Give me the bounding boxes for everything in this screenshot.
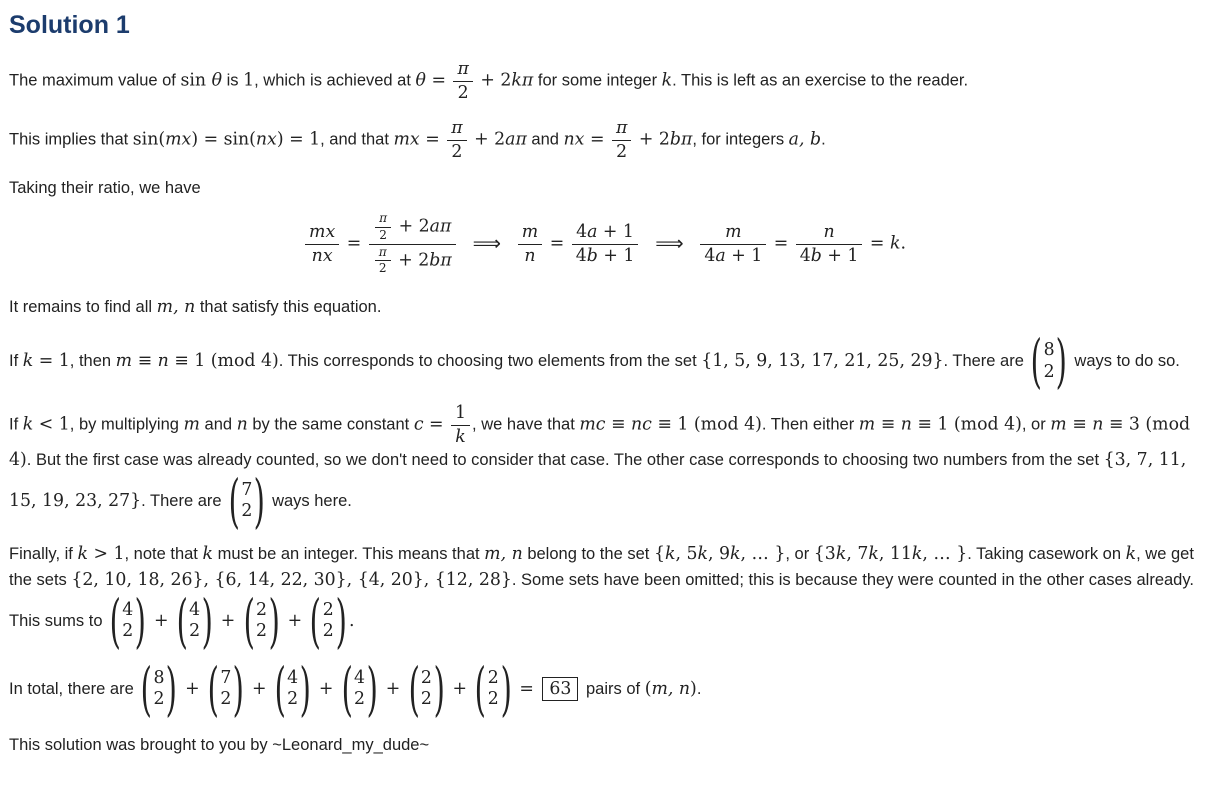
math-var: m, n xyxy=(484,543,523,564)
text-run: and xyxy=(526,130,564,149)
text-run: , or xyxy=(1021,415,1051,434)
math-var: a, b xyxy=(788,129,822,150)
text-run: by the same constant xyxy=(247,415,414,434)
paren-close-icon: ) xyxy=(335,586,347,655)
math-roman: ) xyxy=(690,678,697,699)
binomial-stack xyxy=(188,600,201,643)
binomial-coefficient xyxy=(1030,327,1068,396)
binomial-bottom: 2 xyxy=(354,689,366,710)
fraction-denominator xyxy=(447,140,466,164)
binomial-bottom: 2 xyxy=(420,689,432,710)
math-roman: = xyxy=(544,233,570,254)
binomial-bottom: 2 xyxy=(287,689,299,710)
fraction-numerator xyxy=(451,402,470,425)
text-run: , note that xyxy=(124,544,203,563)
fraction-denominator xyxy=(572,244,639,268)
binomial-top: 4 xyxy=(189,599,201,620)
math-var: k xyxy=(455,426,466,447)
binomial-stack xyxy=(240,480,253,523)
math-var: m, n xyxy=(156,297,196,318)
text-run: , and that xyxy=(320,130,394,149)
fraction-numerator xyxy=(375,245,391,261)
paren-open-icon: ( xyxy=(310,586,322,655)
text-run: , by multiplying xyxy=(69,415,184,434)
math-roman: , … } xyxy=(922,543,968,564)
math-roman: 2 xyxy=(457,82,469,103)
math-var: k xyxy=(835,543,847,564)
math-roman: {2, 10, 18, 26}, {6, 14, 22, 30}, {4, 20}, {12, 28} xyxy=(71,569,512,590)
math-var: k xyxy=(911,543,923,564)
binomial-coefficient xyxy=(228,467,266,536)
math-var: θ xyxy=(211,70,222,91)
text-run: . This corresponds to choosing two elements from the set xyxy=(278,351,702,370)
paren-close-icon: ) xyxy=(134,586,146,655)
math-roman: = xyxy=(419,129,446,150)
binomial-bottom: 2 xyxy=(241,501,253,522)
math-var: aπ xyxy=(429,216,452,237)
binomial-stack xyxy=(152,668,165,711)
binomial-bottom: 2 xyxy=(1043,361,1055,382)
fraction xyxy=(373,245,393,278)
binomial-top: 7 xyxy=(241,479,253,500)
fraction-denominator xyxy=(518,244,542,268)
page-title: Solution 1 xyxy=(9,11,130,39)
math-roman: + 1 xyxy=(725,245,763,266)
fraction xyxy=(794,221,865,267)
fraction-numerator xyxy=(612,117,631,140)
math-roman: + xyxy=(148,610,174,631)
math-var: n xyxy=(157,350,169,371)
paren-close-icon: ) xyxy=(299,654,311,723)
math-roman: + 2 xyxy=(474,70,512,91)
text-run: ways here. xyxy=(267,491,352,510)
fraction xyxy=(570,221,641,267)
paragraph-9-credit xyxy=(9,733,1200,758)
math-var: bπ xyxy=(669,129,693,150)
math-roman: = xyxy=(768,233,794,254)
math-roman: sin xyxy=(180,70,212,91)
math-roman: + xyxy=(246,678,273,699)
math-var: n xyxy=(1092,414,1104,435)
binomial-top: 2 xyxy=(255,599,267,620)
binomial-bottom: 2 xyxy=(220,689,232,710)
paren-open-icon: ( xyxy=(408,654,420,723)
paragraph-8-total xyxy=(9,654,1200,723)
math-var: k xyxy=(77,543,88,564)
fraction-denominator xyxy=(451,425,470,449)
math-var: k xyxy=(661,70,673,91)
math-roman: ≡ xyxy=(605,414,632,435)
math-var: mx xyxy=(165,129,192,150)
math-var: m xyxy=(521,221,539,242)
binomial-top: 8 xyxy=(153,667,165,688)
math-var: k xyxy=(22,414,34,435)
binomial-coefficient xyxy=(109,586,146,655)
text-run: , or xyxy=(785,544,814,563)
math-var: b xyxy=(586,245,598,266)
math-roman: {1, 5, 9, 13, 17, 21, 25, 29} xyxy=(701,350,944,371)
paren-open-icon: ( xyxy=(474,654,487,723)
math-roman: + 2 xyxy=(633,129,670,150)
binomial-bottom: 2 xyxy=(322,621,334,642)
fraction-numerator xyxy=(518,221,542,244)
math-roman: + xyxy=(313,678,339,699)
math-var: mx xyxy=(393,129,420,150)
text-run: pairs of xyxy=(581,679,645,698)
binomial-coefficient xyxy=(408,654,445,723)
binomial-top: 4 xyxy=(122,599,134,620)
binomial-coefficient xyxy=(243,586,280,655)
math-roman: , 7 xyxy=(846,543,869,564)
binomial-top: 2 xyxy=(322,599,334,620)
text-run: . Taking casework on xyxy=(967,544,1126,563)
math-var: π xyxy=(615,118,628,139)
binomial-stack xyxy=(487,668,500,711)
text-run: . Then either xyxy=(761,415,859,434)
paren-open-icon: ( xyxy=(228,467,240,536)
math-var: k xyxy=(664,543,676,564)
text-run: Finally, if xyxy=(9,544,78,563)
text-run: ways to do so. xyxy=(1069,351,1180,370)
math-var: k xyxy=(697,543,708,564)
binomial-bottom: 2 xyxy=(153,689,165,710)
math-roman: ≡ 1 (mod 4) xyxy=(911,414,1022,435)
paren-close-icon: ) xyxy=(433,654,445,723)
math-var: nx xyxy=(311,245,333,266)
math-roman: + 2 xyxy=(392,250,430,271)
fraction-denominator xyxy=(305,244,339,268)
math-roman: 2 xyxy=(451,141,463,162)
fraction-denominator xyxy=(796,244,863,268)
math-var: k xyxy=(202,543,213,564)
paragraph-1 xyxy=(9,58,1200,104)
math-roman: ≡ 1 (mod 4) xyxy=(168,350,279,371)
math-var: π xyxy=(378,244,387,259)
math-roman: ≡ 3 (mod 4) xyxy=(9,414,1191,471)
binomial-stack xyxy=(121,600,134,643)
math-var: a xyxy=(587,221,598,242)
binomial-stack xyxy=(1043,340,1056,383)
paren-close-icon: ) xyxy=(268,586,280,655)
binomial-bottom: 2 xyxy=(255,621,267,642)
binomial-coefficient xyxy=(341,654,378,723)
binomial-coefficient xyxy=(176,586,213,655)
text-run: This implies that xyxy=(9,130,133,149)
math-var: c xyxy=(413,414,424,435)
math-roman: , 9 xyxy=(707,543,731,564)
paren-open-icon: ( xyxy=(140,654,153,723)
math-var: k xyxy=(730,543,741,564)
math-var: m xyxy=(115,350,133,371)
math-roman: 4 xyxy=(799,245,811,266)
binomial-bottom: 2 xyxy=(487,689,499,710)
fraction xyxy=(516,221,544,267)
math-roman: 4 xyxy=(576,221,588,242)
paren-open-icon: ( xyxy=(243,586,255,655)
paren-open-icon: ( xyxy=(207,654,219,723)
boxed-answer: 63 xyxy=(542,677,578,701)
math-var: π xyxy=(457,59,469,79)
fraction xyxy=(610,117,633,163)
text-run: that satisfy this equation. xyxy=(195,298,382,317)
text-run: , which is achieved at xyxy=(254,71,416,90)
binomial-stack xyxy=(286,668,299,711)
binomial-stack xyxy=(255,600,268,643)
math-roman: < 1 xyxy=(33,414,70,435)
text-run: belong to the set xyxy=(522,544,654,563)
math-roman: + 1 xyxy=(821,245,859,266)
paren-open-icon: ( xyxy=(341,654,353,723)
paren-open-icon: ( xyxy=(274,654,286,723)
paren-close-icon: ) xyxy=(201,586,213,655)
text-run: , we have that xyxy=(472,415,580,434)
math-roman: + 2 xyxy=(393,216,430,237)
binomial-stack xyxy=(322,600,335,643)
paren-close-icon: ) xyxy=(1056,327,1068,396)
text-run: . xyxy=(696,679,702,698)
math-var: b xyxy=(810,245,822,266)
text-run: and xyxy=(199,415,237,434)
text-run: , then xyxy=(69,351,116,370)
binomial-top: 4 xyxy=(354,667,366,688)
binomial-top: 2 xyxy=(487,667,499,688)
math-roman: , 11 xyxy=(878,543,912,564)
fraction-denominator xyxy=(612,140,631,164)
fraction-denominator xyxy=(375,260,391,277)
binomial-coefficient xyxy=(474,654,512,723)
math-roman: + xyxy=(380,678,406,699)
paren-open-icon: ( xyxy=(109,586,121,655)
paragraph-2 xyxy=(9,117,1200,163)
binomial-coefficient xyxy=(140,654,178,723)
math-roman: + 1 xyxy=(597,245,635,266)
math-roman: 1 xyxy=(455,403,467,424)
text-run: . But the first case was already counted, so we don't need to consider that case. The other case corresponds to choosing two numbers from the set xyxy=(26,451,1104,470)
fraction-numerator xyxy=(572,221,639,244)
binomial-top: 4 xyxy=(287,667,299,688)
binomial-coefficient xyxy=(274,654,311,723)
math-roman: , … } xyxy=(740,543,786,564)
fraction xyxy=(451,58,474,104)
fraction xyxy=(303,221,341,267)
fraction-denominator xyxy=(453,81,472,105)
math-roman: ) = 1 xyxy=(276,129,321,150)
fraction-numerator xyxy=(375,211,391,227)
math-var: k xyxy=(868,543,879,564)
fraction-denominator xyxy=(375,227,391,244)
math-var: nx xyxy=(255,129,277,150)
math-roman: 4 xyxy=(575,245,587,266)
math-roman: = xyxy=(513,678,540,699)
text-run: , we get the sets xyxy=(9,544,1194,589)
math-roman: ) = sin( xyxy=(191,129,256,150)
math-var: nx xyxy=(563,129,585,150)
math-roman: + xyxy=(447,678,473,699)
math-roman: . xyxy=(900,233,906,254)
math-roman: , 5 xyxy=(675,543,698,564)
math-roman: 2 xyxy=(378,261,387,276)
math-var: m xyxy=(1050,414,1067,435)
paren-open-icon: ( xyxy=(176,586,188,655)
math-var: nc xyxy=(631,414,652,435)
binomial-top: 2 xyxy=(420,667,432,688)
fraction xyxy=(367,211,458,277)
binomial-stack xyxy=(219,668,232,711)
math-var: aπ xyxy=(505,129,527,150)
text-run: The maximum value of xyxy=(9,71,181,90)
binomial-bottom: 2 xyxy=(122,621,134,642)
paren-close-icon: ) xyxy=(366,654,378,723)
math-roman: ≡ xyxy=(875,414,901,435)
math-roman: + 2 xyxy=(468,129,506,150)
text-run: If xyxy=(9,415,23,434)
paren-close-icon: ) xyxy=(500,654,512,723)
math-var: n xyxy=(524,245,536,266)
math-roman: = xyxy=(341,233,367,254)
math-roman: + 1 xyxy=(597,221,634,242)
fraction xyxy=(373,211,393,244)
math-roman: 4 xyxy=(704,245,716,266)
binomial-top: 8 xyxy=(1043,339,1055,360)
text-run: . This is left as an exercise to the reader. xyxy=(672,71,969,90)
text-run: for some integer xyxy=(533,71,662,90)
paragraph-4 xyxy=(9,295,1200,321)
math-roman: ≡ 1 (mod 4) xyxy=(651,414,762,435)
math-roman: = xyxy=(425,70,452,91)
math-roman: = xyxy=(423,414,450,435)
implies-arrow-icon: ⟹ xyxy=(472,232,501,256)
fraction-denominator xyxy=(369,244,456,278)
text-run: . Some sets have been omitted; this is because they were counted in the other cases already. This sums to xyxy=(9,570,1194,630)
binomial-coefficient xyxy=(207,654,245,723)
math-var: n xyxy=(236,414,248,435)
math-var: π xyxy=(451,118,463,139)
math-roman: > 1 xyxy=(87,543,125,564)
math-var: n xyxy=(900,414,912,435)
math-var: n xyxy=(823,221,835,242)
math-roman: + xyxy=(282,610,308,631)
paragraph-6 xyxy=(9,402,1200,536)
math-roman: . xyxy=(348,610,355,631)
fraction xyxy=(445,117,468,163)
text-run: is xyxy=(222,71,244,90)
binomial-top: 7 xyxy=(220,667,232,688)
math-roman: ≡ xyxy=(1066,414,1093,435)
math-roman: + xyxy=(215,610,241,631)
binomial-stack xyxy=(420,668,433,711)
math-roman: { xyxy=(653,543,665,564)
text-run: This solution was brought to you by ~Leonard_my_dude~ xyxy=(9,735,430,754)
math-var: bπ xyxy=(429,250,452,271)
math-var: kπ xyxy=(511,70,534,91)
text-run: It remains to find all xyxy=(9,298,157,317)
paragraph-5 xyxy=(9,327,1200,396)
math-roman: {3, 7, 11, 15, 19, 23, 27} xyxy=(9,450,1187,511)
paren-close-icon: ) xyxy=(253,467,266,536)
binomial-bottom: 2 xyxy=(189,621,201,642)
math-roman: ( xyxy=(644,678,652,699)
paren-close-icon: ) xyxy=(232,654,245,723)
math-roman: + xyxy=(179,678,206,699)
math-var: mx xyxy=(309,221,336,242)
implies-arrow-icon: ⟹ xyxy=(655,232,684,256)
math-var: m, n xyxy=(651,678,691,699)
math-roman: = 1 xyxy=(33,350,70,371)
paren-open-icon: ( xyxy=(1030,327,1043,396)
paragraph-3 xyxy=(9,176,1200,201)
math-var: π xyxy=(379,210,388,225)
text-run: . There are xyxy=(943,351,1029,370)
text-run: If xyxy=(9,351,23,370)
display-equation xyxy=(9,211,1200,277)
text-run: In total, there are xyxy=(9,679,139,698)
binomial-coefficient xyxy=(310,586,347,655)
math-roman: 2 xyxy=(616,141,628,162)
math-roman: = xyxy=(864,233,890,254)
fraction-numerator xyxy=(796,221,863,244)
math-var: m xyxy=(725,221,742,242)
fraction-numerator xyxy=(305,221,339,244)
math-var: m xyxy=(183,414,200,435)
binomial-stack xyxy=(353,668,366,711)
math-roman: 1 xyxy=(243,70,255,91)
math-var: a xyxy=(715,245,726,266)
paren-close-icon: ) xyxy=(165,654,178,723)
fraction-numerator xyxy=(453,58,472,81)
fraction xyxy=(698,221,768,267)
math-var: k xyxy=(1125,543,1137,564)
fraction-numerator xyxy=(700,221,766,244)
text-run: . There are xyxy=(141,491,227,510)
text-run: , for integers xyxy=(692,130,789,149)
math-roman: ≡ xyxy=(132,350,158,371)
fraction xyxy=(449,402,472,448)
math-roman: 2 xyxy=(379,227,387,242)
fraction-denominator xyxy=(700,244,766,268)
paragraph-7 xyxy=(9,542,1200,655)
math-var: k xyxy=(889,233,901,254)
text-run: must be an integer. This means that xyxy=(212,544,485,563)
fraction-numerator xyxy=(369,211,456,244)
text-run: Taking their ratio, we have xyxy=(9,179,201,198)
text-run: . xyxy=(821,130,826,149)
math-var: θ xyxy=(415,70,426,91)
math-var: mc xyxy=(579,414,606,435)
math-roman: sin( xyxy=(132,129,166,150)
math-roman: = xyxy=(584,129,610,150)
math-var: k xyxy=(22,350,34,371)
math-var: m xyxy=(858,414,876,435)
math-roman: {3 xyxy=(813,543,836,564)
fraction-numerator xyxy=(447,117,466,140)
